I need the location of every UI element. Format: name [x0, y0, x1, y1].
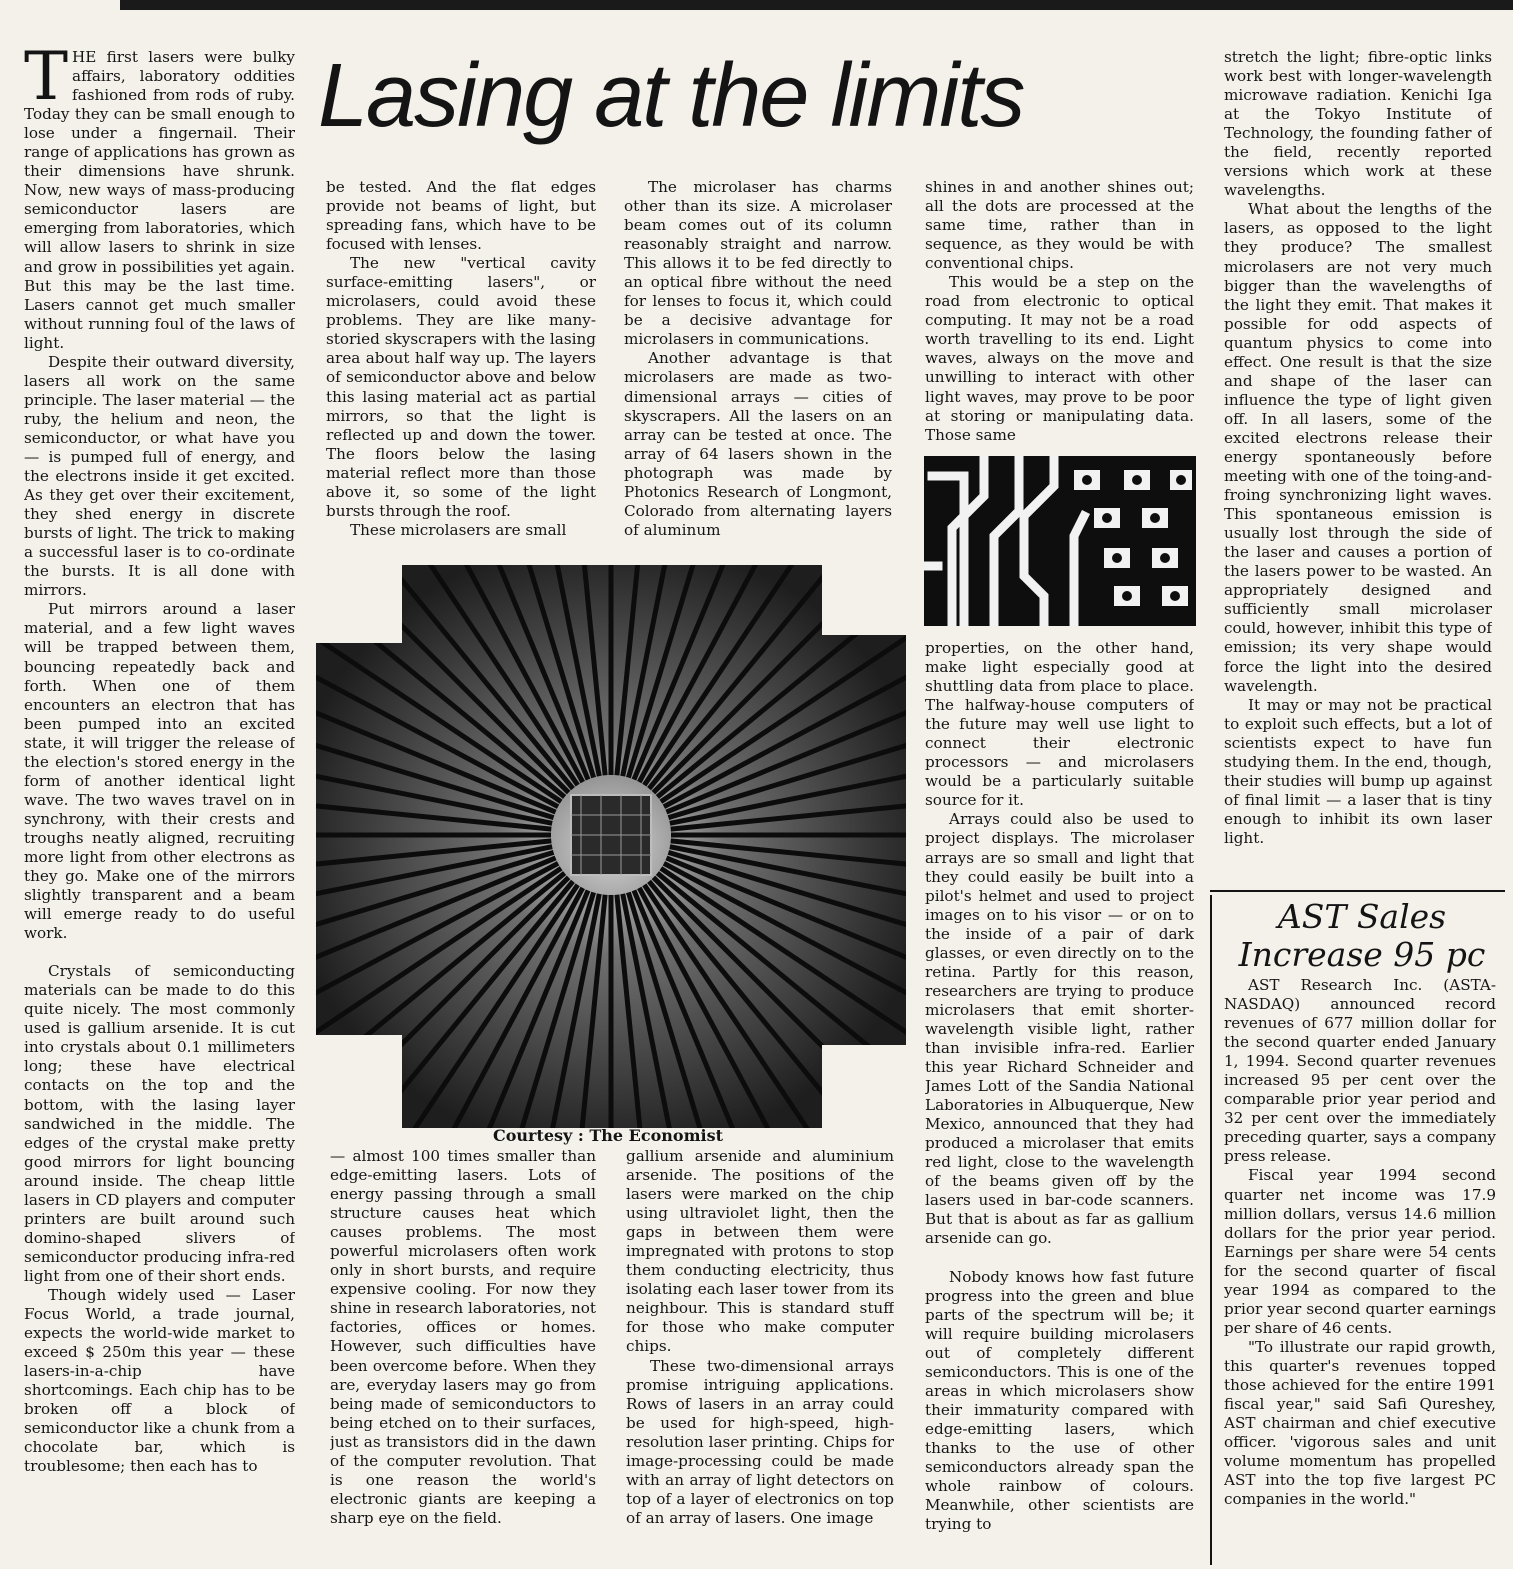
sidebar-headline-line-2: Increase 95 pc [1238, 935, 1486, 974]
top-rule [0, 0, 1513, 10]
paragraph: — almost 100 times smaller than edge-emitting lasers. Lots of energy passing through a small structure causes heat which causes problems. The most powerful microlasers often work only in short bursts, and require expensive cooling. For now they shine in research laboratories, not factories, offices or homes. However, such difficulties have been overcome before. When they are, everyday lasers may go from being made of semiconductors to being etched on to their surfaces, just as transistors did in the dawn of the computer revolution. That is one reason the world's electronic giants are keeping a sharp eye on the field. [330, 1147, 596, 1527]
column-4-bottom [925, 639, 1194, 1565]
paragraph: Though widely used — Laser Focus World, a trade journal, expects the world-wide market to exceed $ 250m this year — these lasers-in-a-chip have shortcomings. Each chip has to be broken off a block of semiconductor like a chunk from a chocolate bar, which is troublesome; then each has to [24, 1286, 295, 1476]
microlaser-array-photo [316, 565, 906, 1128]
drop-cap: T [24, 48, 69, 115]
headline: Lasing at the limits [318, 46, 1024, 146]
paragraph: stretch the light; fibre-optic links work best with longer-wavelength microwave radiation. Kenichi Iga at the Tokyo Institute of Technology, the founding father of the field, recently reported versions which work at these wavelengths. [1224, 48, 1492, 200]
paragraph: These microlasers are small [350, 520, 567, 539]
paragraph: Another advantage is that microlasers are made as two-dimensional arrays — cities of skyscrapers. All the lasers on an array can be tested at once. The array of 64 lasers shown in the photograph was made by Photonics Research of Longmont, Colorado from alternating layers of aluminum [624, 349, 892, 539]
paragraph: shines in and another shines out; all the dots are processed at the same time, rather than in sequence, as they would be with conventional chips. [925, 178, 1194, 273]
paragraph: HE first lasers were bulky affairs, laboratory oddities fashioned from rods of ruby. Today they can be small enough to lose under a fingernail. Their range of applications has grown as their dimensions have shrunk. Now, new ways of mass-producing semiconductor lasers are emerging from laboratories, which will allow lasers to shrink in size and grow in possibilities yet again. But this may be the last time. Lasers cannot get much smaller without running foul of the laws of light. [24, 48, 295, 352]
paragraph: The new "vertical cavity surface-emitting lasers", or microlasers, could avoid these problems. They are like many-storied skyscrapers with the lasing area about half way up. The layers of semiconductor above and below this lasing material act as partial mirrors, so that the light is reflected up and down the tower. The floors below the lasing material reflect more than those above it, so some of the light bursts through the roof. [326, 254, 596, 520]
sidebar-left-rule [1210, 895, 1212, 1565]
paragraph: Fiscal year 1994 second quarter net income was 17.9 million dollars, versus 14.6 million dollars for the prior year period. Earnings per share were 54 cents for the second quarter of fiscal year 1994 as compared to the prior year second quarter earnings per share of 46 cents. [1224, 1166, 1496, 1337]
paragraph: This would be a step on the road from electronic to optical computing. It may not be a road worth travelling to its end. Light waves, always on the move and unwilling to interact with other light waves, may prove to be poor at storing or manipulating data. Those same [925, 273, 1194, 444]
paragraph: be tested. And the flat edges provide not beams of light, but spreading fans, which have to be focused with lenses. [326, 178, 596, 254]
paragraph: The microlaser has charms other than its size. A microlaser beam comes out of its column reasonably straight and narrow. This allows it to be fed directly to an optical fibre without the need for lenses to focus it, which could be a decisive advantage for microlasers in communications. [624, 178, 892, 349]
paragraph: "To illustrate our rapid growth, this quarter's revenues topped those achieved for the entire 1991 fiscal year," said Safi Qureshey, AST chairman and chief executive officer. 'vigorous sales and unit volume momentum has propelled AST into the top five largest PC companies in the world." [1224, 1337, 1496, 1509]
sidebar-top-rule [1210, 890, 1505, 892]
paragraph: properties, on the other hand, make light especially good at shuttling data from place to place. The halfway-house computers of the future may well use light to connect their electronic processors — and microlasers would be a particularly suitable source for it. [925, 639, 1194, 810]
paragraph: It may or may not be practical to exploit such effects, but a lot of scientists expect to have fun studying them. In the end, though, their studies will bump up against of final limit — a laser that is tiny enough to inhibit its own laser light. [1224, 695, 1492, 847]
column-4-top [925, 178, 1194, 450]
column-5 [1224, 48, 1492, 888]
column-3-bottom [626, 1147, 894, 1565]
circuit-photo [924, 456, 1196, 626]
photo-caption: Courtesy : The Economist [493, 1126, 723, 1145]
column-1 [24, 48, 295, 1563]
paragraph: Despite their outward diversity, lasers all work on the same principle. The laser material — the ruby, the helium and neon, the semiconductor, or what have you — is pumped full of energy, and the electrons inside it get excited. As they get over their excitement, they shed energy in discrete bursts of light. The trick to making a successful laser is to co-ordinate the bursts. It is all done with mirrors. [24, 352, 295, 600]
paragraph: AST Research Inc. (ASTA-NASDAQ) announced record revenues of 677 million dollar for the second quarter ended January 1, 1994. Second quarter revenues increased 95 per cent over the comparable prior year period and 32 per cent over the immediately preceding quarter, says a company press release. [1224, 976, 1496, 1166]
sidebar-headline-line-1: AST Sales [1277, 897, 1447, 936]
paragraph: gallium arsenide and aluminium arsenide. The positions of the lasers were marked on the chip using ultraviolet light, then the gaps in between them were impregnated with protons to stop them conducting electricity, thus isolating each laser tower from its neighbour. This is standard stuff for those who make computer chips. [626, 1147, 894, 1356]
paragraph: Put mirrors around a laser material, and a few light waves will be trapped between them, bouncing repeatedly back and forth. When one of them encounters an electron that has been pumped into an excited state, it will trigger the release of the election's stored energy in the form of another identical light wave. The two waves travel on in synchrony, with their crests and troughs neatly aligned, recruiting more light from other electrons as they go. Make one of the mirrors slightly transparent and a beam will emerge ready to do useful work. [24, 600, 295, 943]
sidebar-body [1224, 976, 1496, 1565]
column-2-bottom [330, 1147, 596, 1565]
paragraph: What about the lengths of the lasers, as opposed to the light they produce? The smallest microlasers are not very much bigger than the wavelengths of the light they emit. That makes it possible for odd aspects of quantum physics to come into effect. One result is that the size and shape of the laser can influence the type of light given off. In all lasers, some of the excited electrons release their energy spontaneously before meeting with one of the toing-and-froing synchronizing light waves. This spontaneous emission is usually lost through the side of the laser and causes a portion of the lasers power to be wasted. An appropriately designed and sufficiently small microlaser could, however, inhibit this type of emission; its very shape would force the light into the desired wavelength. [1224, 200, 1492, 695]
column-2-top [326, 178, 596, 560]
column-3-top [624, 178, 892, 560]
paragraph: Arrays could also be used to project displays. The microlaser arrays are so small and light that they could easily be built into a pilot's helmet and used to project images on to his visor — or on to the inside of a pair of dark glasses, or even directly on to the retina. Partly for this reason, researchers are trying to produce microlasers that emit shorter-wavelength visible light, rather than invisible infra-red. Earlier this year Richard Schneider and James Lott of the Sandia National Laboratories in Albuquerque, New Mexico, announced that they had produced a microlaser that emits red light, close to the wavelength of the beams given off by the lasers used in bar-code scanners. But that is about as far as gallium arsenide can go. [925, 810, 1194, 1248]
paragraph: Nobody knows how fast future progress into the green and blue parts of the spectrum will be; it will require building microlasers out of completely different semiconductors. This is one of the areas in which microlasers show their immaturity compared with edge-emitting lasers, which thanks to the use of other semiconductors already span the whole rainbow of colours. Meanwhile, other scientists are trying to [925, 1267, 1194, 1534]
paragraph: Crystals of semiconducting materials can be made to do this quite nicely. The most commonly used is gallium arsenide. It is cut into crystals about 0.1 millimeters long; these have electrical contacts on the top and the bottom, with the lasing layer sandwiched in the middle. The edges of the crystal make pretty good mirrors for light bouncing around inside. The cheap little lasers in CD players and computer printers are built around such domino-shaped slivers of semiconductor producing infra-red light from one of their short ends. [24, 962, 295, 1285]
sidebar-headline [1222, 898, 1502, 978]
paragraph: These two-dimensional arrays promise intriguing applications. Rows of lasers in an array could be used for high-speed, high-resolution laser printing. Chips for image-processing could be made with an array of light detectors on top of a layer of electronics on top of an array of lasers. One image [626, 1356, 894, 1527]
